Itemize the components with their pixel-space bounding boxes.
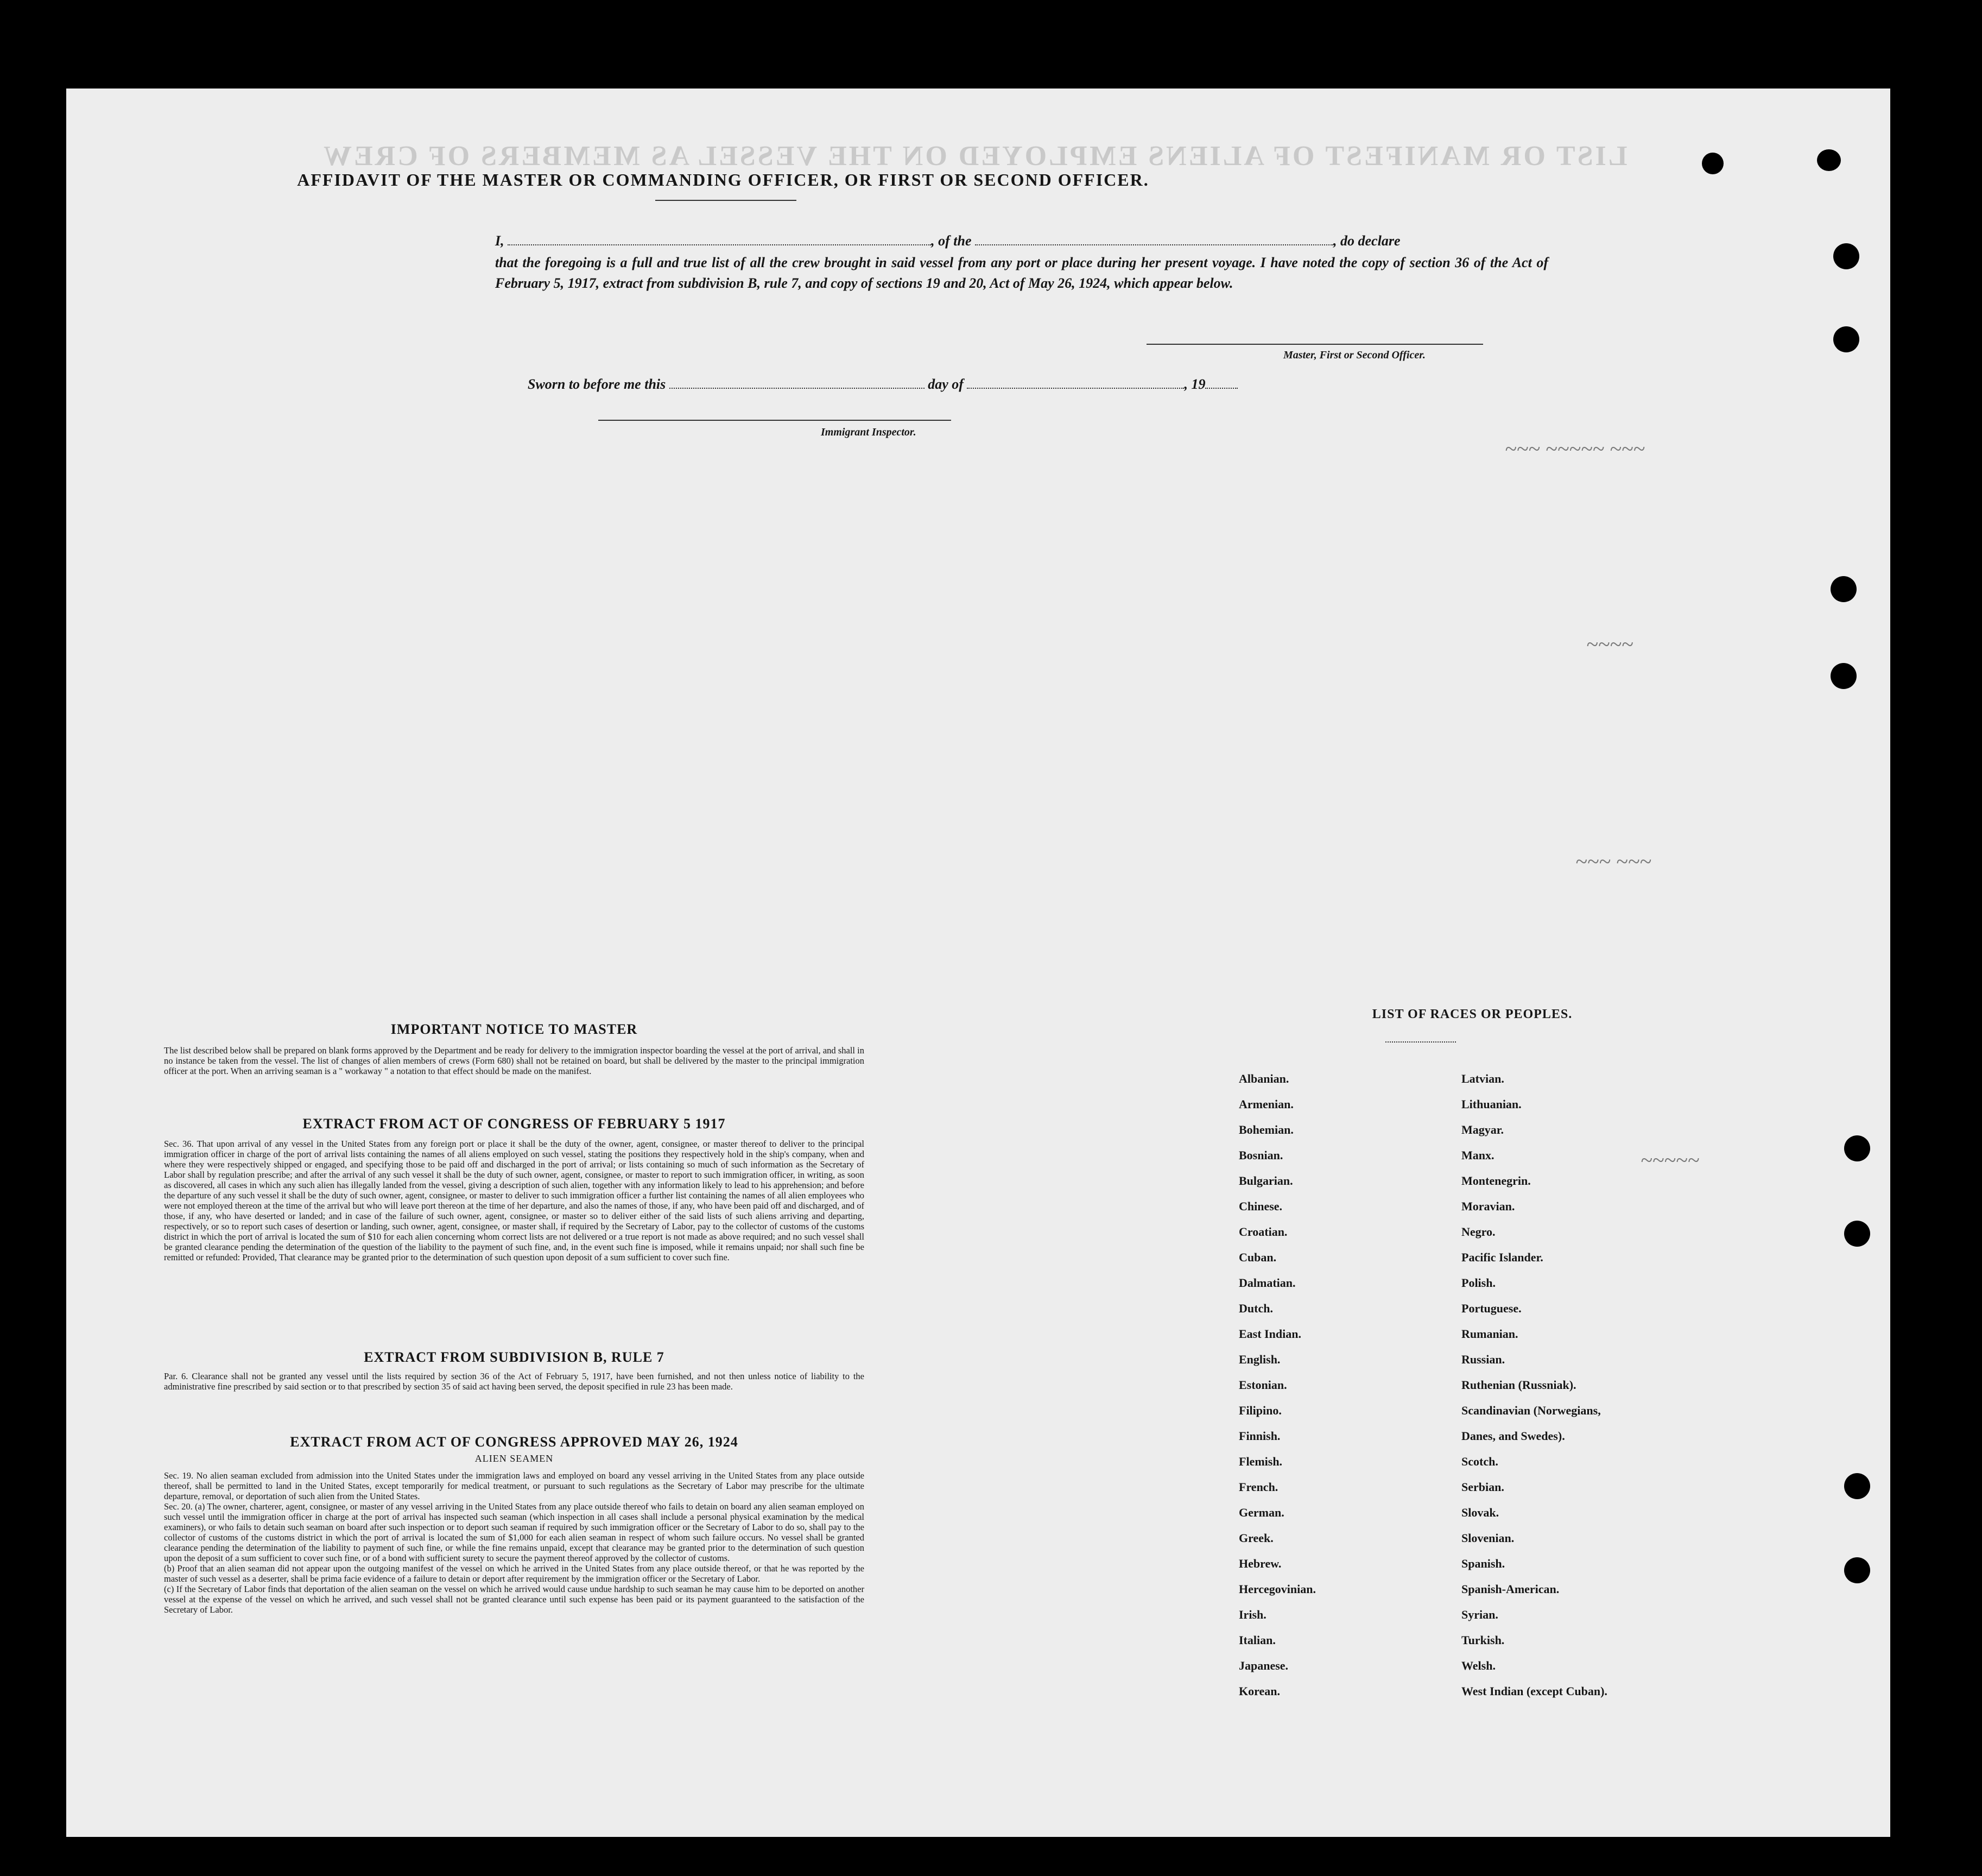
race-item: Spanish-American. <box>1461 1582 1560 1596</box>
race-item: Dalmatian. <box>1239 1276 1296 1290</box>
section-20c-paragraph: (c) If the Secretary of Labor finds that deportation of the alien seaman on the vessel on which he arrived would cause undue hardship to such seaman he may cause him to be deported on another vessel at the expense of the vessel on which he arrived, and such vessel shall not be granted clearance until such expense has been paid or its payment guaranteed to the satisfaction of the Secretary of Labor. <box>164 1584 864 1615</box>
punch-hole <box>1844 1557 1870 1583</box>
race-item: Flemish. <box>1239 1455 1283 1468</box>
race-item: Italian. <box>1239 1633 1276 1647</box>
race-item: Irish. <box>1239 1608 1267 1621</box>
races-title-underline <box>1385 1041 1456 1043</box>
extract-1924-title: EXTRACT FROM ACT OF CONGRESS APPROVED MAY 26, 1924 <box>290 1434 738 1450</box>
do-declare-label: , do declare <box>1333 233 1401 249</box>
affidavit-title-underline <box>655 200 796 201</box>
race-item: Hercegovinian. <box>1239 1582 1316 1596</box>
race-item: Rumanian. <box>1461 1327 1518 1341</box>
extract-1917-title: EXTRACT FROM ACT OF CONGRESS OF FEBRUARY 5 1917 <box>302 1116 726 1132</box>
sworn-day-field[interactable] <box>669 377 924 389</box>
race-item: Slovenian. <box>1461 1531 1515 1545</box>
of-the-label: , of the <box>931 233 972 249</box>
sworn-year-field[interactable] <box>1205 377 1238 389</box>
affidavit-declaration-line <box>495 231 1548 251</box>
affidavit-title: AFFIDAVIT OF THE MASTER OR COMMANDING OFFICER, OR FIRST OR SECOND OFFICER. <box>297 170 1149 190</box>
day-of-label: day of <box>928 376 964 392</box>
race-item: Korean. <box>1239 1684 1280 1698</box>
i-label: I, <box>495 233 504 249</box>
races-title: LIST OF RACES OR PEOPLES. <box>1372 1007 1573 1021</box>
race-item: Welsh. <box>1461 1659 1496 1672</box>
extract-1924-body <box>164 1470 864 1615</box>
punch-hole <box>1831 576 1857 602</box>
notice-title: IMPORTANT NOTICE TO MASTER <box>390 1021 638 1037</box>
race-item: Chinese. <box>1239 1199 1283 1213</box>
race-item: Slovak. <box>1461 1506 1499 1519</box>
race-item: Filipino. <box>1239 1404 1282 1417</box>
race-item: Syrian. <box>1461 1608 1498 1621</box>
punch-hole <box>1817 149 1841 171</box>
race-item: Latvian. <box>1461 1072 1504 1085</box>
extract-1917-body: Sec. 36. That upon arrival of any vessel in the United States from any foreign port or place it shall be the duty of the owner, agent, consignee, or master thereof to deliver to the principal immigration officer in charge of the port of arrival lists containing the names of all aliens employed on such vessel, stating the positions they respectively hold in the ship's company, when and where they were respectively shipped or engaged, and specifying those to be paid off and discharged in the port of arrival; or lists containing so much of such information as the Secretary of Labor shall by regulation prescribe; and after the arrival of any such vessel it shall be the duty of such owner, agent, consignee, or master to report to such immigration officer, in writing, as soon as discovered, all cases in which any such alien has illegally landed from the vessel, giving a description of such alien, together with any information likely to lead to his apprehension; and before the departure of any such vessel it shall be the duty of such owner, agent, consignee, or master to deliver to such immigration officer a further list containing the names of all alien employees who were not employed thereon at the time of the arrival but who will leave port thereon at the time of her departure, and also the names of those, if any, who have been paid off and discharged, and of those, if any, who have deserted or landed; and in case of the failure of such owner, agent, consignee, or master so to deliver either of the said lists of such aliens arriving and departing, respectively, or so to report such cases of desertion or landing, such owner, agent, consignee, or master shall, if required by the Secretary of Labor, pay to the collector of customs of the customs district in which the port of arrival is located the sum of $10 for each alien concerning whom correct lists are not delivered or a true report is not made as above required; and no such vessel shall be granted clearance pending the determination of the question of the liability to the payment of such fine, and, in the event such fine is imposed, while it remains unpaid; nor shall such fine be remitted or refunded: Provided, That clearance may be granted prior to the determination of such question upon deposit of a sum sufficient to cover such fine. <box>164 1139 864 1262</box>
punch-hole <box>1844 1221 1870 1247</box>
section-20a-paragraph: Sec. 20. (a) The owner, charterer, agent, consignee, or master of any vessel arriving in the United States from any place outside thereof who fails to detain on board any alien seaman employed on such vessel until the immigration officer in charge at the port of arrival has inspected such seaman (which inspection in all cases shall include a personal physical examination by the medical examiners), or who fails to detain such seaman on board after such inspection or to deport such seaman if required by such immigration officer or the Secretary of Labor to do so, shall pay to the collector of customs of the customs district in which the port of arrival is located the sum of $1,000 for each alien seaman in respect of whom such failure occurs. No vessel shall be granted clearance pending the determination of the liability to payment of such fine, or while the fine remains unpaid, except that clearance may be granted prior to the determination of such question upon the deposit of a sum sufficient to cover such fine, or of a bond with sufficient surety to secure the payment thereof approved by the collector of customs. <box>164 1501 864 1563</box>
race-item: Hebrew. <box>1239 1557 1282 1570</box>
punch-hole <box>1844 1473 1870 1499</box>
race-item: Russian. <box>1461 1353 1505 1366</box>
race-item: Serbian. <box>1461 1480 1504 1494</box>
race-item: Lithuanian. <box>1461 1097 1522 1111</box>
race-item: Polish. <box>1461 1276 1496 1290</box>
race-item: Scotch. <box>1461 1455 1498 1468</box>
sworn-month-field[interactable] <box>967 377 1184 389</box>
race-item: Portuguese. <box>1461 1302 1522 1315</box>
race-item: Negro. <box>1461 1225 1496 1239</box>
race-item: Pacific Islander. <box>1461 1250 1543 1264</box>
master-signature-line[interactable] <box>1147 344 1483 345</box>
race-item: East Indian. <box>1239 1327 1301 1341</box>
race-item: Montenegrin. <box>1461 1174 1531 1187</box>
race-item: Cuban. <box>1239 1250 1277 1264</box>
master-signature-label: Master, First or Second Officer. <box>1283 349 1426 361</box>
year-label: 19 <box>1191 376 1206 392</box>
race-item: Manx. <box>1461 1148 1495 1162</box>
section-19-paragraph: Sec. 19. No alien seaman excluded from admission into the United States under the immigration laws and employed on board any vessel arriving in the United States from any place outside thereof, shall be permitted to land in the United States, except temporarily for medical treatment, or pursuant to such regulations as the Secretary of Labor may prescribe for the ultimate departure, removal, or deportation of such alien from the United States. <box>164 1470 864 1501</box>
race-item: Armenian. <box>1239 1097 1294 1111</box>
race-item: Moravian. <box>1461 1199 1515 1213</box>
section-20b-paragraph: (b) Proof that an alien seaman did not appear upon the outgoing manifest of the vessel on which he arrived in the United States from any place outside thereof, or that he was reported by the master of such vessel as a deserter, shall be prima facie evidence of a failure to detain or deport after requirement by the immigration officer or the Secretary of Labor. <box>164 1563 864 1584</box>
sworn-label: Sworn to before me this <box>528 376 666 392</box>
notice-body: The list described below shall be prepared on blank forms approved by the Department and be ready for delivery to the immigration inspector boarding the vessel at the port of arrival, and shall in no instance be taken from the vessel. The list of changes of alien members of crews (Form 680) shall not be retained on board, but shall be delivered by the master to the principal immigration officer at the port. When an arriving seaman is a " workaway " a notation to that effect should be made on the manifest. <box>164 1045 864 1076</box>
race-item: Spanish. <box>1461 1557 1505 1570</box>
punch-hole <box>1833 243 1859 269</box>
race-item: Scandinavian (Norwegians, <box>1461 1404 1601 1417</box>
background-title: LIST OR MANIFEST OF ALIENS EMPLOYED ON THE VESSEL AS MEMBERS OF CREW <box>321 141 1628 172</box>
handwriting-smudge: ~~~ ~~~ <box>1575 849 1651 874</box>
race-item: Bohemian. <box>1239 1123 1294 1136</box>
races-right-column <box>1461 1066 1607 1704</box>
race-item: German. <box>1239 1506 1284 1519</box>
race-item: English. <box>1239 1353 1281 1366</box>
inspector-label: Immigrant Inspector. <box>821 426 916 438</box>
race-item: Magyar. <box>1461 1123 1504 1136</box>
race-item: Japanese. <box>1239 1659 1289 1672</box>
extract-1924-subtitle: ALIEN SEAMEN <box>474 1453 554 1464</box>
race-item: French. <box>1239 1480 1278 1494</box>
race-item: Ruthenian (Russniak). <box>1461 1378 1576 1392</box>
extract-rule7-title: EXTRACT FROM SUBDIVISION B, RULE 7 <box>364 1349 664 1365</box>
race-item: Croatian. <box>1239 1225 1288 1239</box>
race-item: Estonian. <box>1239 1378 1287 1392</box>
punch-hole <box>1833 326 1859 352</box>
vessel-field[interactable] <box>975 233 1333 245</box>
race-item: Dutch. <box>1239 1302 1273 1315</box>
extract-rule7-body: Par. 6. Clearance shall not be granted any vessel until the lists required by section 36 of the Act of February 5, 1917, have been furnished, and not then unless notice of liability to the administrative fine prescribed by said section or to that prescribed by section 35 of said act having been served, the deposit specified in rule 23 has been made. <box>164 1371 864 1392</box>
handwriting-smudge: ~~~~~ <box>1641 1148 1700 1172</box>
race-item: Albanian. <box>1239 1072 1289 1085</box>
handwriting-smudge: ~~~ ~~~~~ ~~~ <box>1505 437 1645 461</box>
race-item: Bulgarian. <box>1239 1174 1293 1187</box>
affidavit-body: that the foregoing is a full and true list of all the crew brought in said vessel from any port or place during her present voyage. I have noted the copy of section 36 of the Act of February 5, 1917, extract from subdivision B, rule 7, and copy of sections 19 and 20, Act of May 26, 1924, which appear below. <box>495 255 1548 291</box>
race-item: Greek. <box>1239 1531 1274 1545</box>
race-item: Bosnian. <box>1239 1148 1283 1162</box>
punch-hole <box>1702 153 1724 174</box>
handwriting-smudge: ~~~~ <box>1586 632 1633 656</box>
races-left-column <box>1239 1066 1316 1704</box>
inspector-signature-line[interactable] <box>598 420 951 421</box>
document-page <box>66 89 1890 1837</box>
race-item: West Indian (except Cuban). <box>1461 1684 1607 1698</box>
name-field[interactable] <box>508 233 931 245</box>
sworn-line: Sworn to before me this day of , 19 <box>528 374 1396 395</box>
punch-hole <box>1831 663 1857 689</box>
race-item: Finnish. <box>1239 1429 1281 1443</box>
race-item: Danes, and Swedes). <box>1461 1429 1565 1443</box>
race-item: Turkish. <box>1461 1633 1505 1647</box>
punch-hole <box>1844 1135 1870 1161</box>
